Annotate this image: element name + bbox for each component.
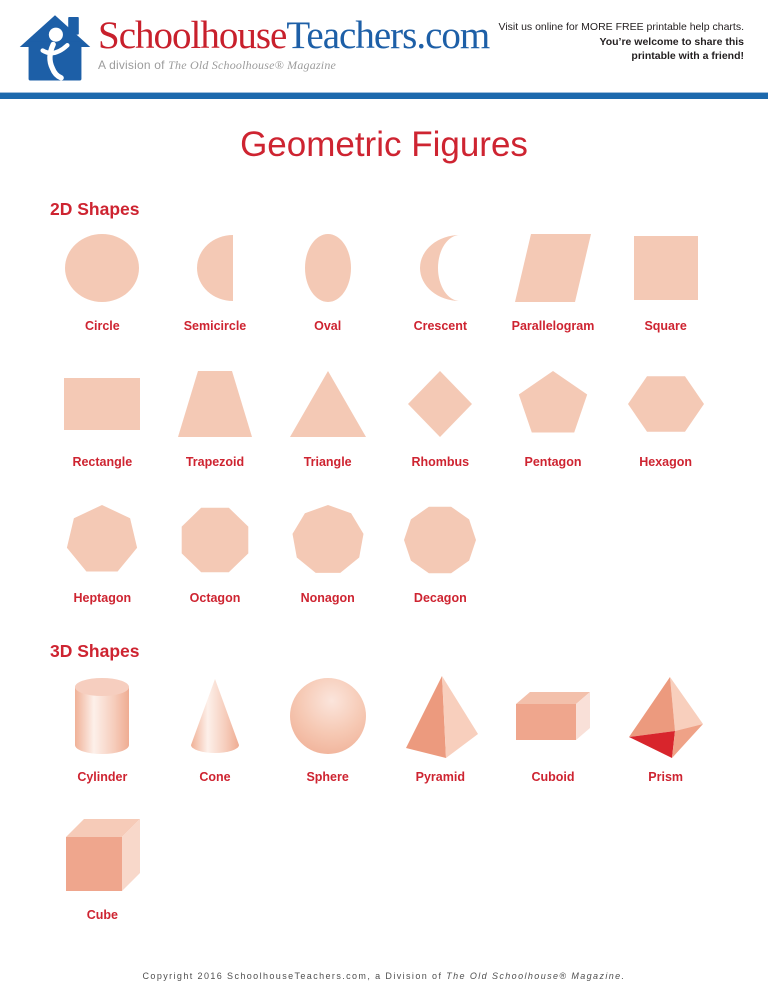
heptagon-shape <box>66 505 138 575</box>
shape-label: Heptagon <box>73 591 132 605</box>
shape-label: Sphere <box>306 770 349 784</box>
shape-label: Square <box>644 319 687 333</box>
oval-shape <box>305 233 351 303</box>
pentagon-shape <box>517 369 589 439</box>
trapezoid-shape <box>178 369 252 439</box>
brand-wordmark <box>98 16 489 56</box>
promo-line-3: printable with a friend! <box>631 50 744 62</box>
shape-cell-decagon <box>384 505 497 607</box>
shape-label: Cube <box>86 908 118 922</box>
shape-cell-trapezoid <box>159 369 272 471</box>
footer-text: Copyright 2016 SchoolhouseTeachers.com, a Division of <box>142 971 447 981</box>
shape-cell-sphere <box>271 674 384 786</box>
promo-line-1: Visit us online for MORE FREE printable help charts. <box>498 21 744 33</box>
section-heading-2d: 2D Shapes <box>50 199 140 219</box>
logo-text <box>98 16 489 73</box>
page-title: Geometric Figures <box>240 125 528 164</box>
logo-tagline <box>98 58 489 73</box>
section-3d-shapes <box>46 641 722 924</box>
shape-cell-oval <box>271 233 384 335</box>
shape-cell-parallelogram <box>497 233 610 335</box>
shape-label: Semicircle <box>183 319 247 333</box>
circle-shape <box>65 233 139 303</box>
shape-cell-crescent <box>384 233 497 335</box>
shape-cell-cone <box>159 674 272 786</box>
section-2d-shapes <box>46 199 722 607</box>
shape-cell-pentagon <box>497 369 610 471</box>
shape-label: Cylinder <box>77 770 128 784</box>
shape-label: Pentagon <box>524 455 582 469</box>
shape-label: Hexagon <box>639 455 693 469</box>
shape-cell-nonagon <box>271 505 384 607</box>
footer-copyright <box>0 971 768 981</box>
shape-label: Circle <box>84 319 120 333</box>
semicircle-shape <box>195 233 235 303</box>
decagon-shape <box>404 505 476 575</box>
shape-cell-rectangle <box>46 369 159 471</box>
triangle-shape <box>290 369 366 439</box>
shape-label: Pyramid <box>415 770 465 784</box>
brand-teachers-com: Teachers.com <box>286 14 490 57</box>
shape-label: Crescent <box>413 319 468 333</box>
shape-cell-rhombus <box>384 369 497 471</box>
rectangle-shape <box>64 369 140 439</box>
shape-grid-2d <box>46 233 722 607</box>
cube-shape <box>64 812 140 896</box>
shape-label: Triangle <box>303 455 352 469</box>
tagline-prefix: A division of <box>98 58 169 72</box>
nonagon-shape <box>292 505 364 575</box>
shape-cell-semicircle <box>159 233 272 335</box>
shape-label: Prism <box>648 770 684 784</box>
shape-label: Nonagon <box>300 591 355 605</box>
promo-text <box>499 20 745 64</box>
promo-line-2: You’re welcome to share this <box>599 35 744 48</box>
shape-cell-hexagon <box>609 369 722 471</box>
shape-label: Rectangle <box>72 455 133 469</box>
logo <box>18 10 489 84</box>
shape-grid-3d <box>46 674 722 924</box>
content <box>0 199 768 924</box>
cylinder-shape <box>73 674 131 758</box>
shape-cell-cube <box>46 812 159 924</box>
prism-shape <box>626 674 706 758</box>
footer-magazine-name: The Old Schoolhouse® Magazine. <box>446 971 626 981</box>
octagon-shape <box>179 505 251 575</box>
shape-label: Octagon <box>189 591 241 605</box>
shape-cell-octagon <box>159 505 272 607</box>
tagline-magazine-name: The Old Schoolhouse® Magazine <box>168 58 337 72</box>
sphere-shape <box>289 674 367 758</box>
section-heading-3d: 3D Shapes <box>50 641 140 661</box>
house-person-icon <box>18 10 92 84</box>
brand-schoolhouse: Schoolhouse <box>98 14 287 57</box>
shape-label: Cuboid <box>531 770 575 784</box>
cone-shape <box>188 674 242 758</box>
shape-cell-circle <box>46 233 159 335</box>
shape-cell-pyramid <box>384 674 497 786</box>
hexagon-shape <box>628 369 704 439</box>
crescent-shape <box>416 233 464 303</box>
header-divider-bar <box>0 92 768 99</box>
shape-cell-square <box>609 233 722 335</box>
shape-label: Trapezoid <box>185 455 245 469</box>
shape-label: Cone <box>199 770 231 784</box>
header <box>0 0 768 92</box>
shape-cell-triangle <box>271 369 384 471</box>
square-shape <box>634 233 698 303</box>
shape-cell-cylinder <box>46 674 159 786</box>
shape-label: Oval <box>314 319 342 333</box>
shape-cell-heptagon <box>46 505 159 607</box>
cuboid-shape <box>514 674 592 758</box>
shape-label: Decagon <box>413 591 467 605</box>
shape-label: Parallelogram <box>511 319 595 333</box>
shape-cell-prism <box>609 674 722 786</box>
rhombus-shape <box>408 369 472 439</box>
parallelogram-shape <box>515 233 591 303</box>
shape-label: Rhombus <box>411 455 470 469</box>
shape-cell-cuboid <box>497 674 610 786</box>
pyramid-shape <box>400 674 480 758</box>
